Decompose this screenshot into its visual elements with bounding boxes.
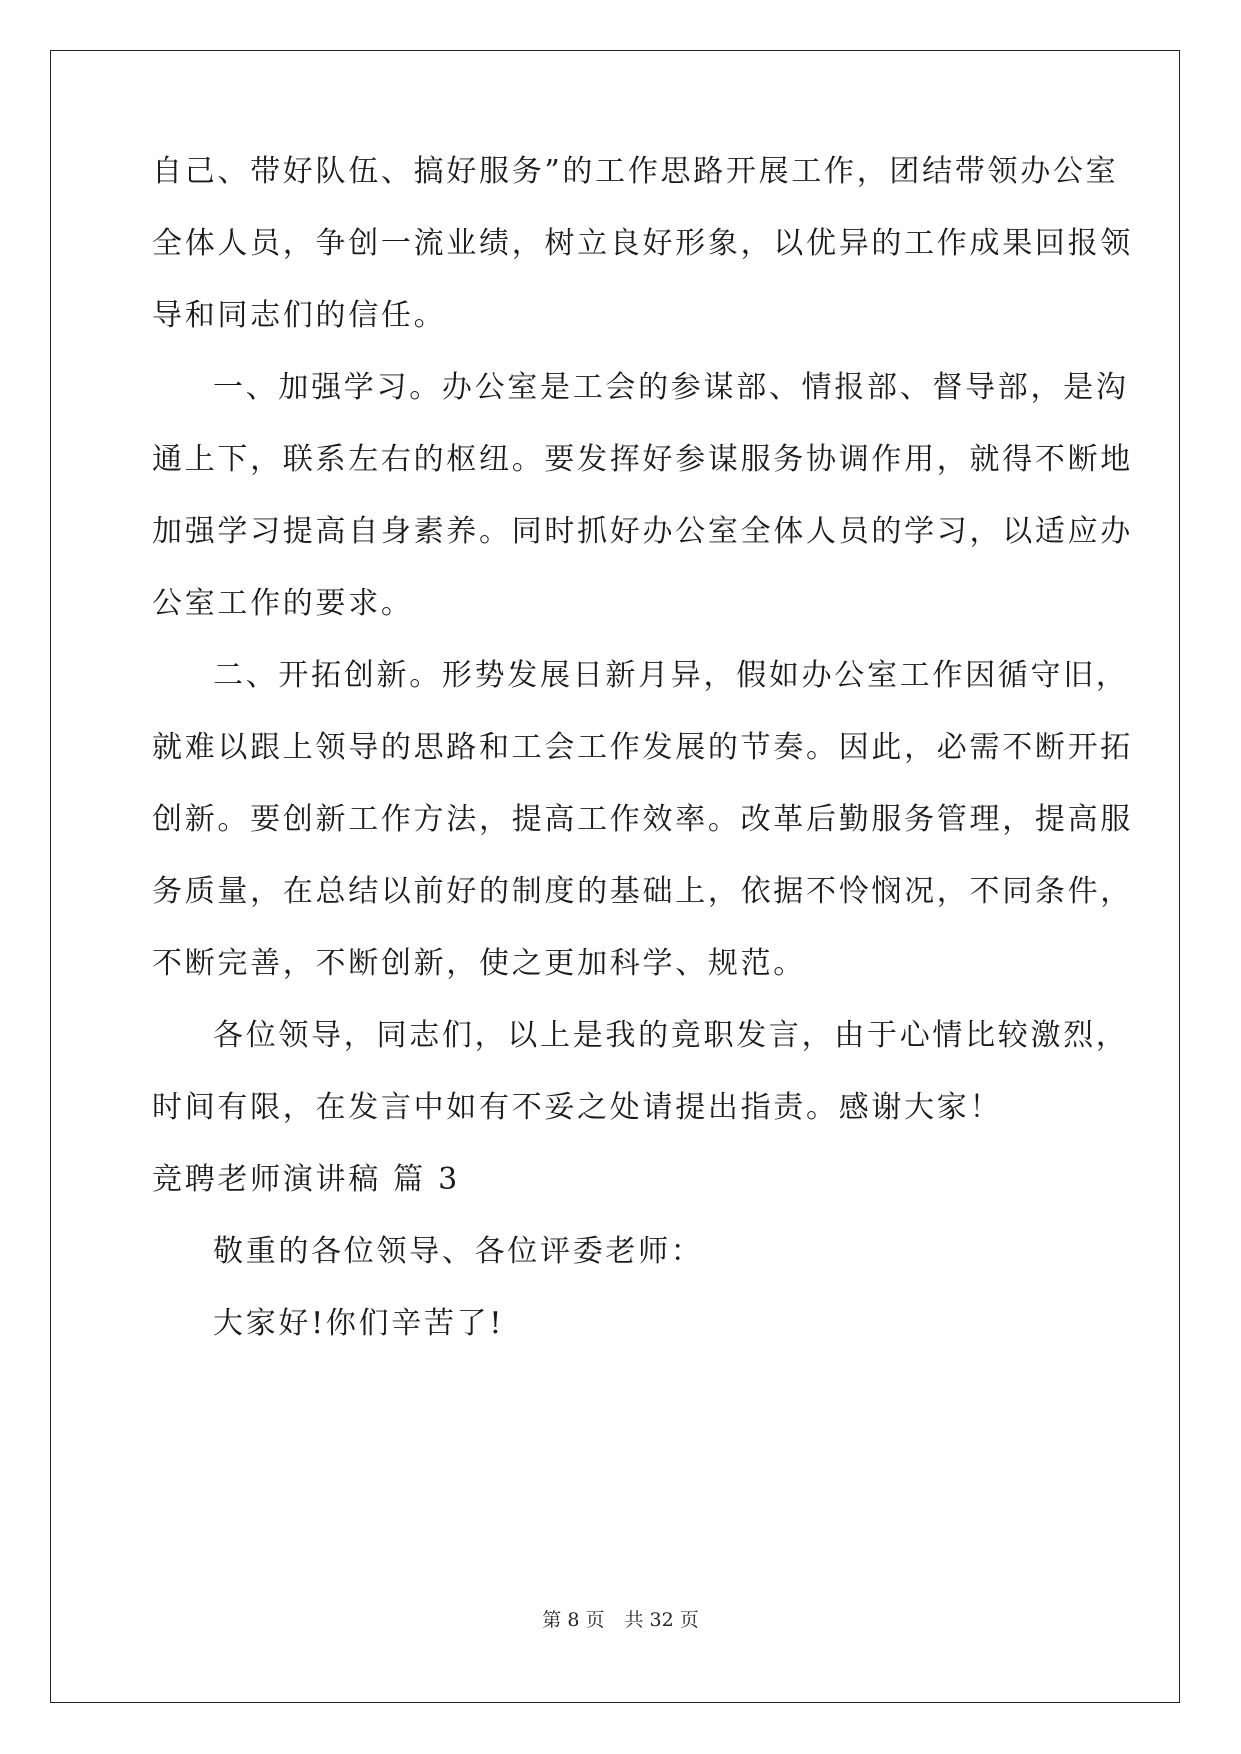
body-text-line: 导和同志们的信任。 — [152, 298, 447, 333]
body-text-line: 加强学习提高自身素养。同时抓好办公室全体人员的学习，以适应办 — [152, 514, 1133, 549]
page-total: 共 32 页 — [624, 1609, 699, 1631]
paragraph-start-line: 一、加强学习。办公室是工会的参谋部、情报部、督导部，是沟 — [213, 370, 1129, 405]
body-text-line: 创新。要创新工作方法，提高工作效率。改革后勤服务管理，提高服 — [152, 802, 1133, 837]
page-number: 第 8 页 — [542, 1609, 605, 1631]
paragraph-start-line: 二、开拓创新。形势发展日新月异，假如办公室工作因循守旧， — [213, 658, 1129, 693]
page-footer — [0, 1607, 1241, 1633]
greeting-line: 大家好!你们辛苦了! — [213, 1306, 505, 1341]
paragraph-start-line: 各位领导，同志们，以上是我的竟职发言，由于心情比较激烈， — [213, 1018, 1129, 1053]
section-heading: 竞聘老师演讲稿 篇 3 — [152, 1162, 460, 1197]
body-text-line: 自己、带好队伍、搞好服务”的工作思路开展工作，团结带领办公室 — [152, 154, 1119, 189]
body-text-line: 通上下，联系左右的枢纽。要发挥好参谋服务协调作用，就得不断地 — [152, 442, 1133, 477]
body-text-line: 全体人员，争创一流业绩，树立良好形象，以优异的工作成果回报领 — [152, 226, 1133, 261]
body-text-line: 就难以跟上领导的思路和工会工作发展的节奏。因此，必需不断开拓 — [152, 730, 1133, 765]
body-text-line: 务质量，在总结以前好的制度的基础上，依据不怜悯况，不同条件， — [152, 874, 1133, 909]
body-text-line: 公室工作的要求。 — [152, 586, 414, 621]
salutation-line: 敬重的各位领导、各位评委老师： — [213, 1234, 704, 1269]
body-text-line: 不断完善，不断创新，使之更加科学、规范。 — [152, 946, 806, 981]
body-text-line: 时间有限，在发言中如有不妥之处请提出指责。感谢大家！ — [152, 1090, 1003, 1125]
